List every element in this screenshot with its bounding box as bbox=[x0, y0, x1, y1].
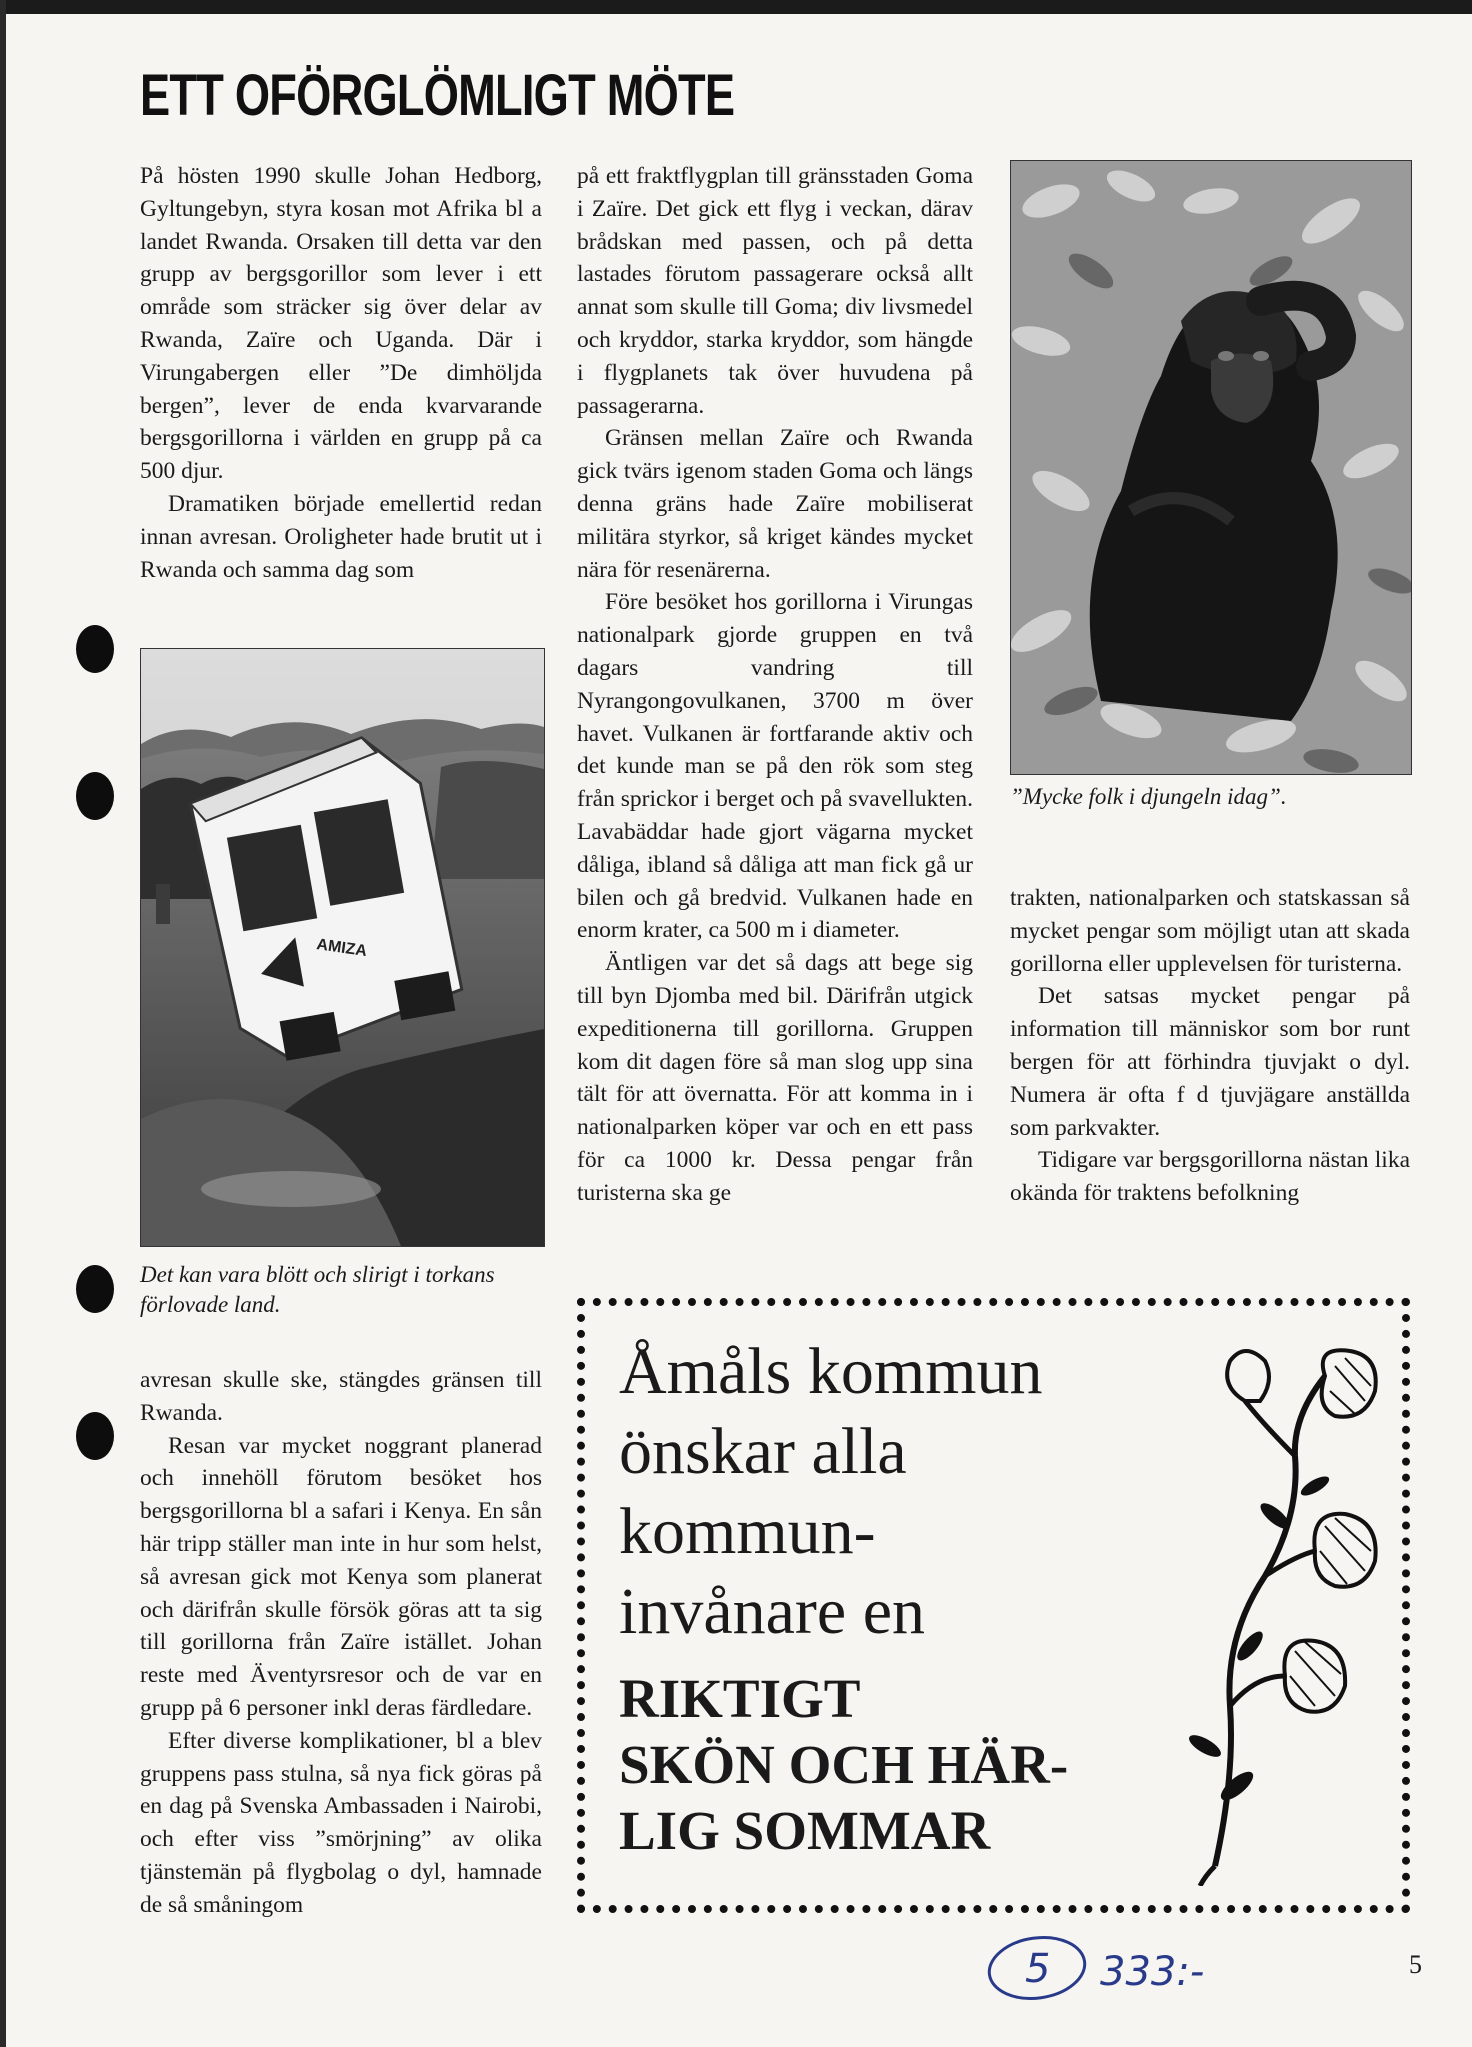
ad-line: SKÖN OCH HÄR- bbox=[619, 1734, 1069, 1795]
car-photo bbox=[140, 648, 545, 1247]
page-left-edge bbox=[0, 0, 6, 2047]
top-edge-bar bbox=[0, 0, 1472, 14]
municipality-advertisement bbox=[577, 1298, 1410, 1913]
ad-line: Åmåls kommun bbox=[619, 1335, 1043, 1408]
column-1-bottom bbox=[140, 1364, 542, 1922]
punch-hole bbox=[76, 625, 114, 673]
paragraph: Före besöket hos gorillorna i Virungas nationalpark gjorde gruppen en två dagars vandring till Nyrangongovulkanen, 3700 m över havet. Vulkanen är fortfarande aktiv och det kunde man se på den rök som steg från sprickor i berget och på svavellukten. Lavabäddar hade gjort vägarna mycket dåliga, ibland så dåliga att man fick gå ur bilen och gå bredvid. Vulkanen hade en enorm krater, ca 500 m i diameter. bbox=[577, 589, 973, 944]
page-number: 5 bbox=[1409, 1950, 1422, 1979]
ad-line: LIG SOMMAR bbox=[619, 1800, 991, 1861]
column-1-top bbox=[140, 160, 542, 586]
paragraph: Äntligen var det så dags att bege sig till byn Djomba med bil. Därifrån utgick expeditionerna till gorillorna. Gruppen kom dit dagen före så man slog upp sina tält för att övernatta. För att komma in i nationalparken köper var och en ett pass för ca 1000 kr. Dessa pengar från turisterna ska ge bbox=[577, 950, 973, 1206]
paragraph: avresan skulle ske, stängdes gränsen till Rwanda. bbox=[140, 1367, 542, 1426]
paragraph: på ett fraktflygplan till gränsstaden Goma i Zaïre. Det gick ett flyg i veckan, därav brådskan med passen, och på detta lastades förutom passagerare också allt annat som skulle till Goma; div livsmedel och kryddor, starka kryddor, som hängde i flygplanets tak över huvudena på passagerarna. bbox=[577, 163, 973, 419]
punch-hole bbox=[76, 772, 114, 820]
gorilla-photo bbox=[1010, 160, 1412, 775]
handwritten-annotation bbox=[985, 1930, 1305, 2010]
column-2 bbox=[577, 160, 973, 1210]
punch-hole bbox=[76, 1412, 114, 1460]
paragraph: Resan var mycket noggrant planerad och innehöll förutom besöket hos bergsgorillorna bl a safari i Kenya. En sån här tripp ställer man inte in hur som helst, så avresan gick mot Kenya som planerat och därifrån skulle försök göras att ta sig till gorillorna från Zaïre istället. Johan reste med Äventyrsresor och de var en grupp på 6 personer inkl deras färdledare. bbox=[140, 1432, 542, 1721]
ad-line: önskar alla bbox=[619, 1415, 907, 1488]
flower-illustration-icon bbox=[1175, 1346, 1385, 1886]
vehicle-logo: AMIZA bbox=[315, 936, 368, 961]
article-headline: ETT OFÖRGLÖMLIGT MÖTE bbox=[140, 63, 735, 128]
column-3 bbox=[1010, 882, 1410, 1210]
punch-hole bbox=[76, 1265, 114, 1313]
handwritten-price: 333:- bbox=[1100, 1949, 1205, 1995]
ad-line: kommun- bbox=[619, 1495, 876, 1568]
ad-line: invånare en bbox=[619, 1575, 925, 1648]
paragraph: Gränsen mellan Zaïre och Rwanda gick tvärs igenom staden Goma och längs denna gräns hade Zaïre mobiliserat militära styrkor, så kriget kändes mycket nära för resenärerna. bbox=[577, 425, 973, 583]
paragraph: Tidigare var bergsgorillorna nästan lika okända för traktens befolkning bbox=[1010, 1147, 1410, 1207]
paragraph: Det satsas mycket pengar på information till människor som bor runt bergen för att förhindra tjuvjakt o dyl. Numera är ofta f d tjuvjägare anställda som parkvakter. bbox=[1010, 983, 1410, 1141]
handwritten-circled-number: 5 bbox=[1025, 1946, 1051, 1992]
car-photo-caption: Det kan vara blött och slirigt i torkans förlovade land. bbox=[140, 1262, 495, 1317]
ad-line: RIKTIGT bbox=[619, 1668, 861, 1729]
gorilla-photo-caption: ”Mycke folk i djungeln idag”. bbox=[1010, 784, 1287, 809]
paragraph: trakten, nationalparken och statskassan så mycket pengar som möjligt utan att skada gorillorna eller upplevelsen för turisterna. bbox=[1010, 885, 1410, 977]
paragraph: På hösten 1990 skulle Johan Hedborg, Gyltungebyn, styra kosan mot Afrika bl a landet Rwanda. Orsaken till detta var den grupp av bergsgorillor som lever i ett område som sträcker sig över delar av Rwanda, Zaïre och Uganda. Där i Virungabergen eller ”De dimhöljda bergen”, lever de enda kvarvarande bergsgorillorna i världen en grupp på ca 500 djur. bbox=[140, 163, 542, 485]
paragraph: Efter diverse komplikationer, bl a blev gruppens pass stulna, så nya fick göras på en dag på Svenska Ambassaden i Nairobi, och efter viss ”smörjning” av olika tjänstemän på flygbolag o dyl, hamnade de så småningom bbox=[140, 1727, 542, 1918]
paragraph: Dramatiken började emellertid redan innan avresan. Oroligheter hade brutit ut i Rwanda och samma dag som bbox=[140, 490, 542, 583]
